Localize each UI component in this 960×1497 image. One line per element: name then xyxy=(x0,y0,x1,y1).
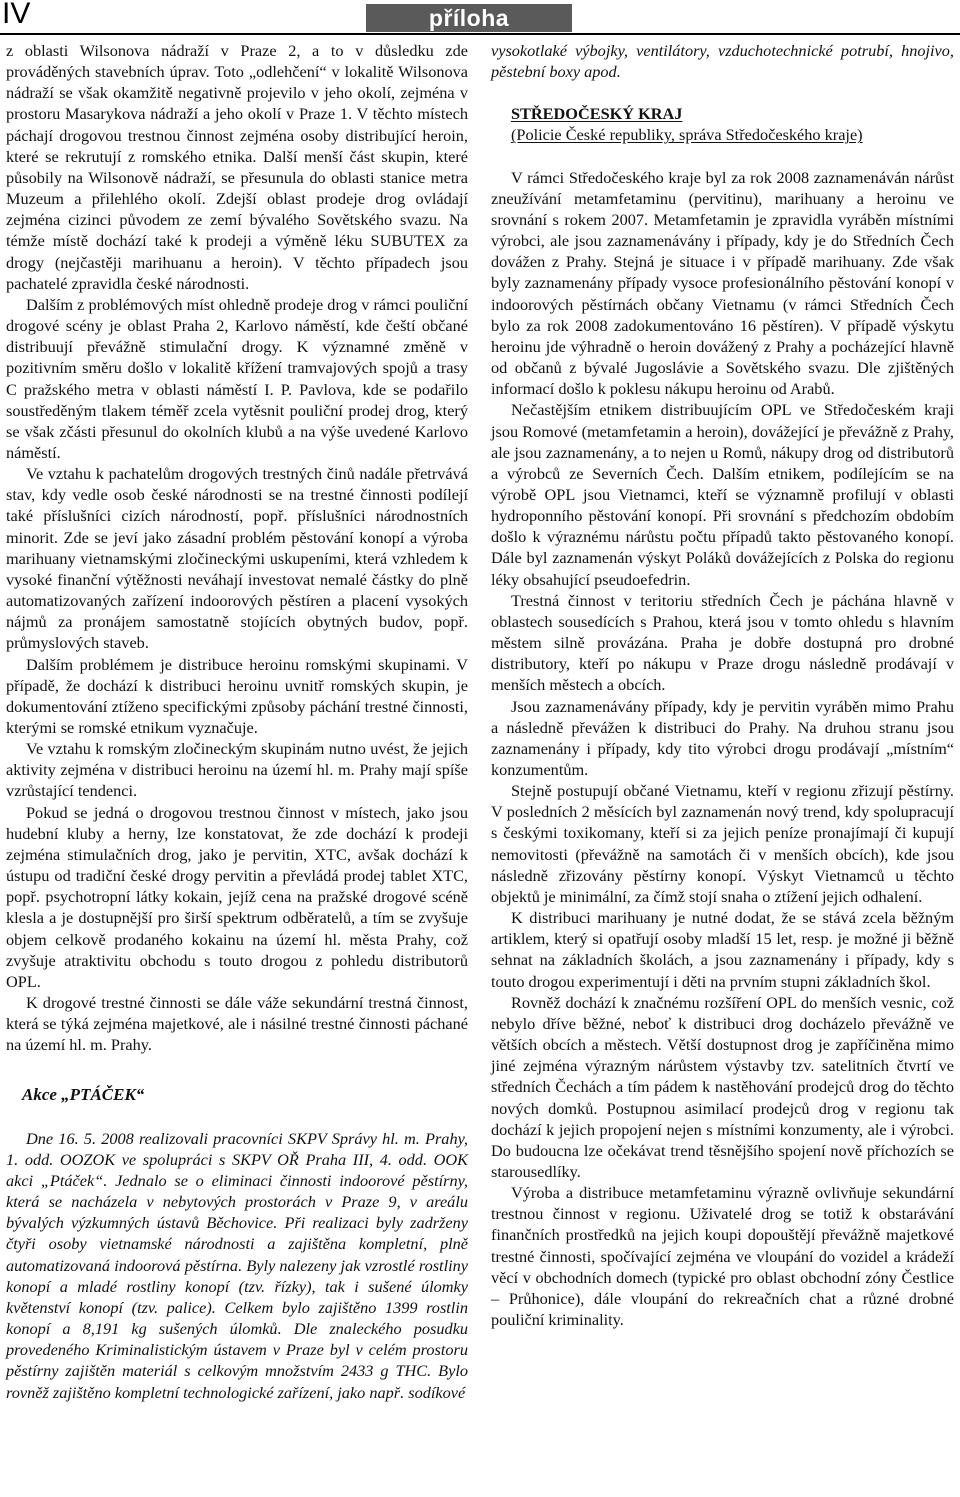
section-label: příloha xyxy=(366,4,572,32)
paragraph: Dalším z problémových míst ohledně prodeje drog v rámci pouliční drogové scény je oblast Praha 2, Karlovo náměstí, kde čeští občané distribuují převážně stimulační drogy. K významné změně v pozitivním směru došlo v lokalitě křížení tramvajových spojů a trasy C pražského metra v oblasti náměstí I. P. Pavlova, kde se podařilo soustředěným tlakem téměř zcela vytěsnit pouliční prodej drog, který se však zčásti přesunul do okolních klubů a na výše uvedené Karlovo náměstí. xyxy=(6,294,468,462)
paragraph: Ve vztahu k romským zločineckým skupinám nutno uvést, že jejich aktivity zejména v distribuci heroinu na území hl. m. Prahy mají spíše vzrůstající tendenci. xyxy=(6,739,468,801)
paragraph: Stejně postupují občané Vietnamu, kteří v regionu zřizují pěstírny. V posledních 2 měsících byl zaznamenán nový trend, kdy spolupracují s českými toxikomany, kteří si za jejich peníze pronajímají či kupují nemovitosti (převážně na samotách či v menších obcích), kde jsou následně zřizovány pěstírny konopí. Výskyt Vietnamců u těchto objektů je minimální, za čímž stojí snaha o ztížení jejich odhalení. xyxy=(491,781,954,906)
paragraph: z oblasti Wilsonova nádraží v Praze 2, a to v důsledku zde prováděných stavebních úprav. Toto „odlehčení“ v lokalitě Wilsonova nádraží se však okamžitě negativně projevilo v jeho okolí, zejména v prostoru Masarykova nádraží a jeho okolí v Praze 1. V těchto místech páchají drogovou trestnou činnost zejména osoby distribující heroin, které se rekrutují z romského etnika. Další menší část skupin, které působily na Wilsonově nádraží, se přesunula do oblasti stanice metra Muzeum a přilehlého okolí. Zdejší oblast prodeje drog ovládají zejména cizinci původem ze zemí bývalého Sovětského svazu. Na témže místě dochází také k prodeji a výměně léku SUBUTEX za drogy (nejčastěji marihuanu a heroin). V těchto případech jsou pachatelé zpravidla české národnosti. xyxy=(6,41,468,293)
right-column xyxy=(491,40,954,1330)
akce-paragraph: Dne 16. 5. 2008 realizovali pracovníci SKPV Správy hl. m. Prahy, 1. odd. OOZOK ve spolupráci s SKPV OŘ Praha III, 4. odd. OOK akci „Ptáček“. Jednalo se o eliminaci činnosti indoorové pěstírny, která se nacházela v nebytových prostorách v Praze 9, v areálu bývalých výzkumných ústavů Běchovice. Při realizaci byly zadrženy čtyři osoby vietnamské národnosti a zajištěna kompletní, plně automatizovaná indoorová pěstírna. Byly nalezeny jak vzrostlé rostliny konopí a mladé rostliny konopí (tzv. řízky), tak i sušené úlomky květenství konopí (tzv. palice). Celkem bylo zajištěno 1399 rostlin konopí a 8,191 kg sušených úlomků. Dle znaleckého posudku provedeného Kriminalistickým ústavem v Praze byl v celém prostoru pěstírny zajištěn materiál s celkovým množstvím 2433 g THC. Bylo rovněž zajištěno kompletní technologické zařízení, jako např. sodíkové xyxy=(6,1128,468,1402)
left-column xyxy=(6,40,468,1403)
paragraph: V rámci Středočeského kraje byl za rok 2008 zaznamenáván nárůst zneužívání metamfetaminu (pervitinu), marihuany a heroinu ve srovnání s rokem 2007. Metamfetamin je zpravidla vyráběn místními výrobci, ale jsou zaznamenávány i případy, kdy je do Středních Čech dovážen z Prahy. Stejná je situace i v případě marihuany. Zde však byly zaznamenány případy vysoce profesionálního pěstování konopí v indoorových pěstírnách občany Vietnamu (v rámci Středních Čech bylo za rok 2008 zadokumentováno 16 pěstíren). V případě výskytu heroinu jde výhradně o heroin dovážený z Prahy a pocházející hlavně od občanů z bývalé Jugoslávie a Sovětského svazu. Dle zjištěných informací došlo k poklesu nákupu heroinu od Arabů. xyxy=(491,167,954,399)
region-subheading: (Policie České republiky, správa Středočeského kraje) xyxy=(511,125,863,145)
header-rule xyxy=(0,33,960,35)
paragraph: Pokud se jedná o drogovou trestnou činnost v místech, jako jsou hudební kluby a herny, lze konstatovat, že zde dochází k prodeji zejména stimulačních drog, jako je pervitin, XTC, avšak dochází k ústupu od tradiční české drogy pervitin a převládá prodej tablet XTC, popř. psychotropní látky kokain, jejíž cena na pražské drogové scéně klesla a je dostupnější pro širší spektrum odběratelů, a tím se zvyšuje objem celkově prodaného kokainu na území hl. města Prahy, což zvyšuje atraktivitu obchodu s touto drogou z pohledu distributorů OPL. xyxy=(6,802,468,991)
paragraph: Jsou zaznamenávány případy, kdy je pervitin vyráběn mimo Prahu a následně převážen k distribuci do Prahy. Na druhou stranu jsou zaznamenány i případy, kdy tito výrobci drogu prodávají „místním“ konzumentům. xyxy=(491,696,954,779)
akce-heading: Akce „PTÁČEK“ xyxy=(22,1084,145,1104)
paragraph: Výroba a distribuce metamfetaminu výrazně ovlivňuje sekundární trestnou činnost v regionu. Uživatelé drog se totiž k obstarávání finančních prostředků na jejich koupi dopouštějí převážně majetkové trestné činnosti, spočívající zejména ve vloupání do vozidel a krádeží věcí v obchodních domech (typické pro oblast obchodní zóny Čestlice – Průhonice), dále vloupání do rekreačních chat a různé drobné pouliční kriminality. xyxy=(491,1183,954,1330)
paragraph: Dalším problémem je distribuce heroinu romskými skupinami. V případě, že dochází k distribuci heroinu uvnitř romských skupin, je dokumentování ztíženo specifickými způsoby páchání trestné činnosti, kterými se romské etnikum vyznačuje. xyxy=(6,654,468,737)
region-heading: STŘEDOČESKÝ KRAJ xyxy=(511,104,683,124)
paragraph: Nečastějším etnikem distribuujícím OPL ve Středočeském kraji jsou Romové (metamfetamin a heroin), dovážející je převážně z Prahy, ale jsou zaznamenány, a to nejen u Romů, nákupy drog od distributorů a výrobců ze Severních Čech. Dalším etnikem, podílejícím se na výrobě OPL jsou Vietnamci, kteří se významně profilují v oblasti hydroponního pěstování konopí. Při srovnání s předchozím obdobím došlo k výraznému nárůstu počtu případů takto pěstovaného konopí. Dále byl zaznamenán výskyt Poláků dovážejících z Polska do regionu léky obsahující pseudoefedrin. xyxy=(491,400,954,589)
continued-italic-text: vysokotlaké výbojky, ventilátory, vzduchotechnické potrubí, hnojivo, pěstební boxy apod. xyxy=(491,41,954,82)
paragraph: Rovněž dochází k značnému rozšíření OPL do menších vesnic, což nebylo dříve běžné, neboť k distribuci drog docházelo převážně ve větších obcích a městech. Větší dostupnost drog je zapříčiněna mimo jiné zejména výrazným nárůstem výstavby tzv. satelitních čtvrtí ve středních Čechách a tím pádem k nastěhování prodejců drog do těchto nových domků. Postupnou asimilací prodejců drog v regionu tak dochází k jejich propojení nejen s místními konzumenty, ale i výrobci. Do budoucna lze očekávat trend těsnějšího spojení nově příchozích se starousedlíky. xyxy=(491,992,954,1181)
paragraph: K distribuci marihuany je nutné dodat, že se stává zcela běžným artiklem, který si opatřují osoby mladší 15 let, resp. je možné ji běžně sehnat na základních školách, a jsou zaznamenány i případy, kdy s touto drogou experimentují i děti na prvním stupni základních škol. xyxy=(491,908,954,991)
paragraph: Trestná činnost v teritoriu středních Čech je páchána hlavně v oblastech sousedících s Prahou, která jsou v tomto ohledu s hlavním městem silně provázána. Praha je dobře dostupná pro drobné distributory, kteří po nákupu v Praze drogu následně prodávají v menších městech a obcích. xyxy=(491,590,954,695)
paragraph: Ve vztahu k pachatelům drogových trestných činů nadále přetrvává stav, kdy vedle osob české národnosti se na trestné činnosti podílejí také příslušníci cizích národností, popř. příslušníci národnostních minorit. Zde se jeví jako zásadní problém pěstování konopí a výroba marihuany vietnamskými zločineckými uskupeními, která vzhledem k vysoké finanční výtěžnosti neváhají investovat nemalé částky do plně automatizovaných zařízení indoorových pěstíren a placení vysokých nájmů za pronájem samostatně stojících obytných budov, popř. průmyslových staveb. xyxy=(6,464,468,653)
paragraph: K drogové trestné činnosti se dále váže sekundární trestná činnost, která se týká zejména majetkové, ale i násilné trestné činnosti páchané na území hl. m. Prahy. xyxy=(6,993,468,1055)
page-number: IV xyxy=(2,0,31,30)
